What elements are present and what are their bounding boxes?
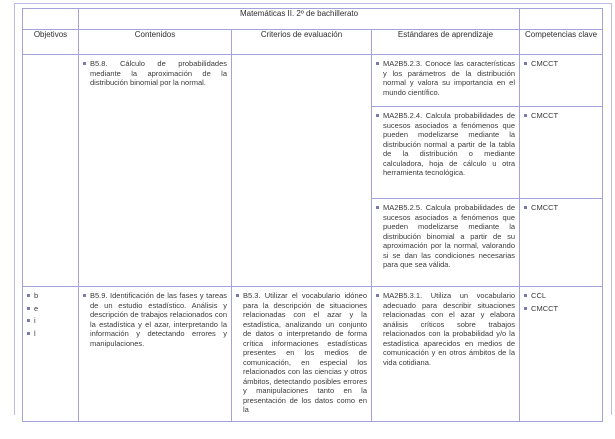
- estandar-text: MA2B5.2.4. Calcula probabilidades de sucesos asociados a fenómenos que pueden modelizarse mediante la distribución normal a partir de la tabla de la distribución o mediante calculadora, hoja de cálculo u otra herramienta tecnológica.: [383, 111, 516, 177]
- objetivo-text: b: [34, 291, 39, 300]
- competencia-item: [523, 291, 598, 301]
- competencia-item: [523, 59, 598, 69]
- objetivo-item: [26, 316, 74, 326]
- bullet-icon: [236, 294, 239, 297]
- estandar-item: [375, 291, 515, 367]
- table-row: [23, 287, 603, 422]
- competencias-cell: [520, 287, 603, 422]
- competencias-cell: [520, 55, 603, 107]
- estandar-cell: [372, 55, 520, 107]
- estandar-text: MA2B5.3.1. Utiliza un vocabulario adecuado para describir situaciones relacionadas con el azar y elabora análisis críticos sobre trabajos relacionados con la probabilidad y/o la estadística aparecidos en medios de comunicación y en otros ámbitos de la vida cotidiana.: [383, 291, 516, 367]
- competencia-item: [523, 304, 598, 314]
- objetivo-text: l: [34, 328, 36, 338]
- col-header-contenidos: Contenidos: [79, 30, 232, 55]
- curriculum-table: [22, 8, 603, 422]
- objetivo-item: [26, 291, 74, 301]
- estandar-cell: [372, 287, 520, 422]
- estandar-item: [375, 203, 515, 270]
- bullet-icon: [524, 62, 527, 65]
- competencia-text: CMCCT: [531, 303, 559, 313]
- criterios-cell-row1: [232, 55, 372, 287]
- objetivo-item: [26, 304, 74, 314]
- competencia-item: [523, 111, 598, 121]
- bullet-icon: [376, 206, 379, 209]
- competencia-text: CCL: [531, 291, 547, 300]
- estandar-cell: [372, 199, 520, 287]
- bullet-icon: [376, 114, 379, 117]
- corner-cell-right: [520, 9, 603, 30]
- col-header-objetivos: Objetivos: [23, 30, 79, 55]
- competencia-text: CMCCT: [531, 203, 559, 212]
- competencias-cell: [520, 199, 603, 287]
- outer-frame-left-line: [14, 3, 15, 415]
- bullet-icon: [524, 114, 527, 117]
- estandar-cell: [372, 107, 520, 199]
- outer-frame-right-line: [611, 3, 612, 415]
- objetivo-text: i: [34, 316, 36, 325]
- contenidos-cell-row2: [79, 287, 232, 422]
- bullet-icon: [83, 294, 86, 297]
- contenido-text: B5.8. Cálculo de probabilidades mediante la aproximación de la distribución binomial por la normal.: [90, 59, 227, 87]
- competencia-text: CMCCT: [531, 59, 559, 68]
- contenidos-cell-row1: [79, 55, 232, 287]
- estandar-item: [375, 59, 515, 97]
- bullet-icon: [27, 319, 30, 322]
- competencia-text: CMCCT: [531, 111, 559, 120]
- corner-cell-left: [23, 9, 79, 30]
- estandar-text: MA2B5.2.5. Calcula probabilidades de sucesos asociados a fenómenos que pueden modelizarse mediante la distribución binomial a partir de su aproximación por la normal, valorando si se dan las condiciones necesarias para que sea válida.: [383, 203, 516, 269]
- column-header-row: [23, 30, 603, 55]
- table-title: Matemáticas II. 2º de bachillerato: [79, 9, 520, 30]
- bullet-icon: [376, 62, 379, 65]
- bullet-icon: [27, 307, 30, 310]
- table-row: [23, 55, 603, 107]
- bullet-icon: [524, 307, 527, 310]
- bullet-icon: [83, 62, 86, 65]
- estandar-text: MA2B5.2.3. Conoce las características y los parámetros de la distribución normal y valora su importancia en el mundo científico.: [383, 59, 516, 97]
- bullet-icon: [524, 206, 527, 209]
- contenido-item: [82, 291, 227, 348]
- contenido-text: B5.9. Identificación de las fases y tareas de un estudio estadístico. Análisis y descripción de trabajos relacionados con la estadística y el azar, interpretando la información y detectando errores y manipulaciones.: [90, 291, 227, 348]
- outer-frame-top-line: [14, 3, 612, 4]
- estandar-item: [375, 111, 515, 178]
- objetivo-text: e: [34, 303, 39, 313]
- criterio-text: B5.3. Utilizar el vocabulario idóneo para la descripción de situaciones relacionadas con el azar y la estadística, analizando un conjunto de datos o interpretando de forma crítica informaciones estadísticas presentes en los medios de comunicación, en especial los relacionados con las ciencias y otros ámbitos, detectando posibles errores y manipulaciones tanto en la presentación de los datos como en la: [243, 291, 367, 414]
- col-header-criterios: Criterios de evaluación: [232, 30, 372, 55]
- bullet-icon: [524, 294, 527, 297]
- title-row: [23, 9, 603, 30]
- objetivo-item: [26, 329, 74, 339]
- competencia-item: [523, 203, 598, 213]
- bullet-icon: [27, 332, 30, 335]
- col-header-estandares: Estándares de aprendizaje: [372, 30, 520, 55]
- criterio-item: [235, 291, 367, 415]
- objetivos-cell-row2: [23, 287, 79, 422]
- bullet-icon: [27, 294, 30, 297]
- competencias-cell: [520, 107, 603, 199]
- objetivos-cell-row1: [23, 55, 79, 287]
- col-header-competencias: Competencias clave: [520, 30, 603, 55]
- criterios-cell-row2: [232, 287, 372, 422]
- contenido-item: [82, 59, 227, 88]
- bullet-icon: [376, 294, 379, 297]
